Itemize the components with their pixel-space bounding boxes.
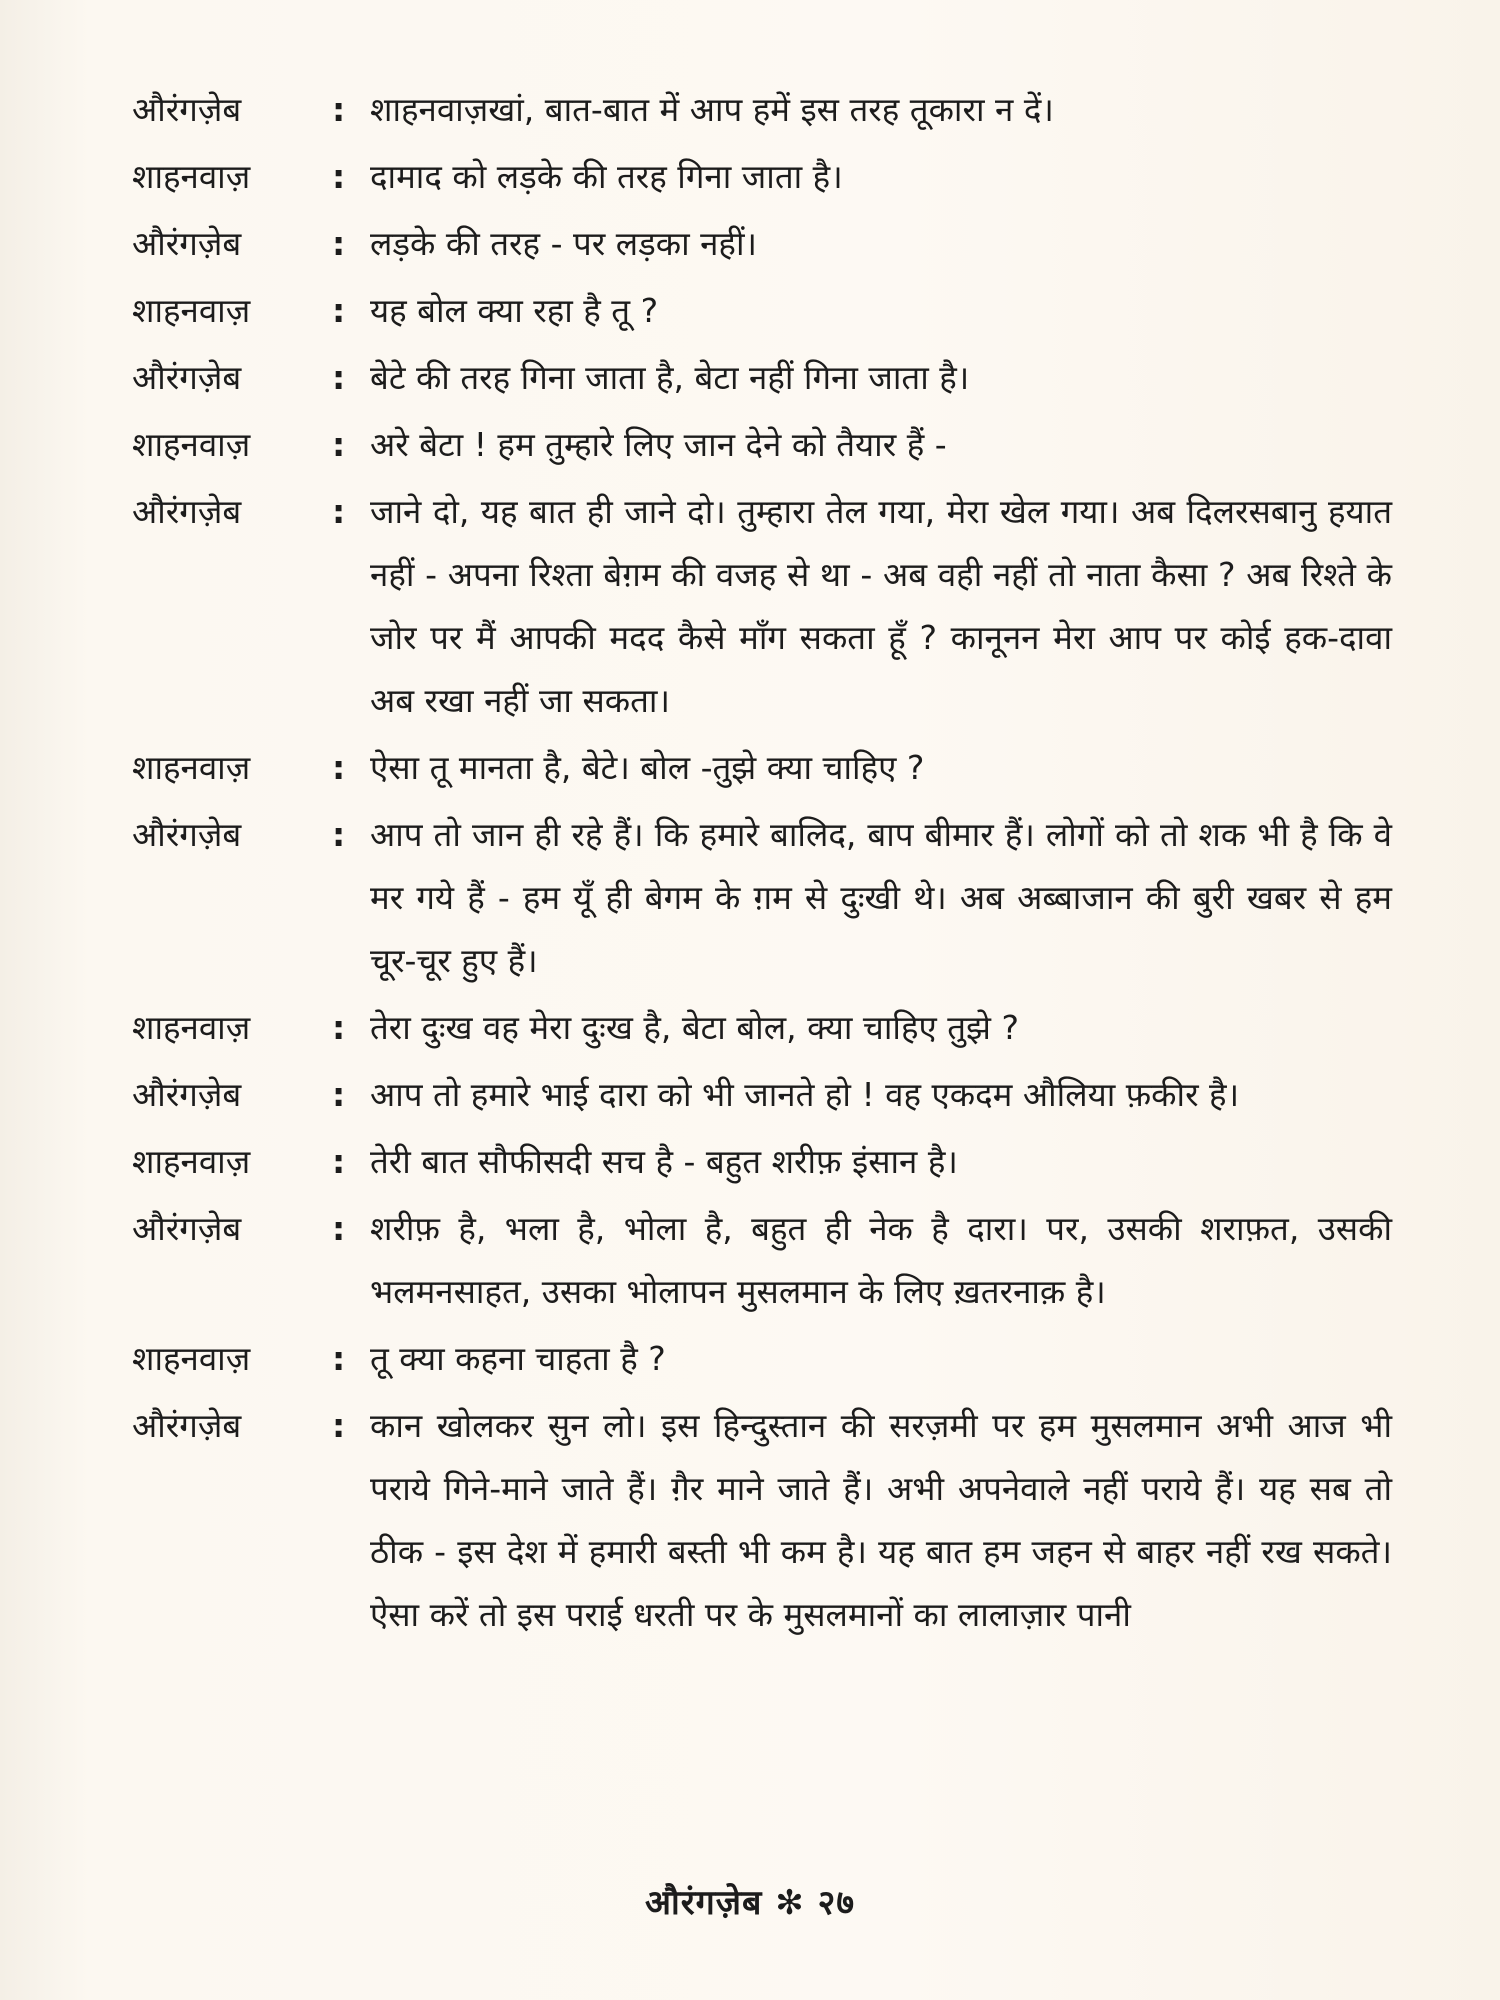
speaker-name: शाहनवाज़ bbox=[132, 157, 251, 196]
dialogue-text: जाने दो, यह बात ही जाने दो। तुम्हारा तेल गया, मेरा खेल गया। अब दिलरसबानु हयात नहीं - अपना रिश्ता बेग़म की वजह से था - अब वही नहीं तो नाता कैसा ? अब रिश्ते के जोर पर मैं आपकी मदद कैसे माँग सकता हूँ ? कानूनन मेरा आप पर कोई हक-दावा अब रखा नहीं जा सकता। bbox=[370, 492, 1392, 720]
speaker-name: औरंगज़ेब bbox=[132, 815, 242, 854]
dialogue-text: तेरी बात सौफीसदी सच है - बहुत शरीफ़ इंसान है। bbox=[370, 1142, 958, 1181]
speaker-name: शाहनवाज़ bbox=[132, 748, 251, 787]
speaker-name: औरंगज़ेब bbox=[132, 492, 242, 531]
page-number: २७ bbox=[817, 1883, 856, 1923]
dialogue-line bbox=[132, 480, 1392, 732]
speaker-separator: : bbox=[332, 815, 346, 854]
speaker-separator: : bbox=[332, 1209, 346, 1248]
dialogue-line bbox=[132, 736, 1392, 799]
dialogue-text: लड़के की तरह - पर लड़का नहीं। bbox=[370, 224, 757, 263]
dialogue-line bbox=[132, 1130, 1392, 1193]
speaker-name: शाहनवाज़ bbox=[132, 1142, 251, 1181]
speaker-name: औरंगज़ेब bbox=[132, 1075, 242, 1114]
dialogue-line bbox=[132, 1394, 1392, 1646]
speaker-separator: : bbox=[332, 492, 346, 531]
dialogue-text: दामाद को लड़के की तरह गिना जाता है। bbox=[370, 157, 843, 196]
dialogue-line bbox=[132, 212, 1392, 275]
dialogue-line bbox=[132, 346, 1392, 409]
speaker-separator: : bbox=[332, 748, 346, 787]
speaker-separator: : bbox=[332, 90, 346, 129]
speaker-separator: : bbox=[332, 1339, 346, 1378]
dialogue-text: तेरा दुःख वह मेरा दुःख है, बेटा बोल, क्या चाहिए तुझे ? bbox=[370, 1008, 1019, 1047]
dialogue-text: शाहनवाज़खां, बात-बात में आप हमें इस तरह तूकारा न दें। bbox=[370, 90, 1054, 129]
speaker-separator: : bbox=[332, 1406, 346, 1445]
speaker-separator: : bbox=[332, 224, 346, 263]
speaker-name: औरंगज़ेब bbox=[132, 358, 242, 397]
dialogue-line bbox=[132, 78, 1392, 141]
dialogue-text: यह बोल क्या रहा है तू ? bbox=[370, 291, 659, 330]
speaker-name: शाहनवाज़ bbox=[132, 425, 251, 464]
footer-mark: ✻ bbox=[775, 1883, 805, 1923]
dialogue-line bbox=[132, 803, 1392, 992]
speaker-separator: : bbox=[332, 358, 346, 397]
speaker-name: शाहनवाज़ bbox=[132, 291, 251, 330]
speaker-separator: : bbox=[332, 1075, 346, 1114]
dialogue-line bbox=[132, 996, 1392, 1059]
footer-book-title: औरंगज़ेब bbox=[644, 1883, 763, 1923]
dialogue-text: अरे बेटा ! हम तुम्हारे लिए जान देने को तैयार हैं - bbox=[370, 425, 947, 464]
dialogue-line bbox=[132, 1197, 1392, 1323]
speaker-name: शाहनवाज़ bbox=[132, 1339, 251, 1378]
speaker-name: शाहनवाज़ bbox=[132, 1008, 251, 1047]
speaker-name: औरंगज़ेब bbox=[132, 90, 242, 129]
dialogue-text: आप तो हमारे भाई दारा को भी जानते हो ! वह एकदम औलिया फ़कीर है। bbox=[370, 1075, 1240, 1114]
dialogue-line bbox=[132, 413, 1392, 476]
dialogue-line bbox=[132, 1327, 1392, 1390]
speaker-name: औरंगज़ेब bbox=[132, 1209, 242, 1248]
speaker-separator: : bbox=[332, 425, 346, 464]
dialogue-line bbox=[132, 1063, 1392, 1126]
dialogue-line bbox=[132, 145, 1392, 208]
dialogue-text: ऐसा तू मानता है, बेटे। बोल -तुझे क्या चाहिए ? bbox=[370, 748, 925, 787]
dialogue-text: कान खोलकर सुन लो। इस हिन्दुस्तान की सरज़मी पर हम मुसलमान अभी आज भी पराये गिने-माने जाते हैं। ग़ैर माने जाते हैं। अभी अपनेवाले नहीं पराये हैं। यह सब तो ठीक - इस देश में हमारी बस्ती भी कम है। यह बात हम जहन से बाहर नहीं रख सकते। ऐसा करें तो इस पराई धरती पर के मुसलमानों का लालाज़ार पानी bbox=[370, 1406, 1392, 1634]
dialogue-text: शरीफ़ है, भला है, भोला है, बहुत ही नेक है दारा। पर, उसकी शराफ़त, उसकी भलमनसाहत, उसका भोलापन मुसलमान के लिए ख़तरनाक़ है। bbox=[370, 1209, 1392, 1311]
dialogue-text: तू क्या कहना चाहता है ? bbox=[370, 1339, 666, 1378]
page-footer bbox=[0, 1878, 1500, 1924]
dialogue-script bbox=[132, 78, 1392, 1650]
speaker-separator: : bbox=[332, 1142, 346, 1181]
speaker-separator: : bbox=[332, 1008, 346, 1047]
dialogue-text: बेटे की तरह गिना जाता है, बेटा नहीं गिना जाता है। bbox=[370, 358, 970, 397]
speaker-name: औरंगज़ेब bbox=[132, 224, 242, 263]
speaker-separator: : bbox=[332, 291, 346, 330]
speaker-name: औरंगज़ेब bbox=[132, 1406, 242, 1445]
dialogue-line bbox=[132, 279, 1392, 342]
dialogue-text: आप तो जान ही रहे हैं। कि हमारे बालिद, बाप बीमार हैं। लोगों को तो शक भी है कि वे मर गये हैं - हम यूँ ही बेगम के ग़म से दुःखी थे। अब अब्बाजान की बुरी खबर से हम चूर-चूर हुए हैं। bbox=[370, 815, 1392, 980]
speaker-separator: : bbox=[332, 157, 346, 196]
